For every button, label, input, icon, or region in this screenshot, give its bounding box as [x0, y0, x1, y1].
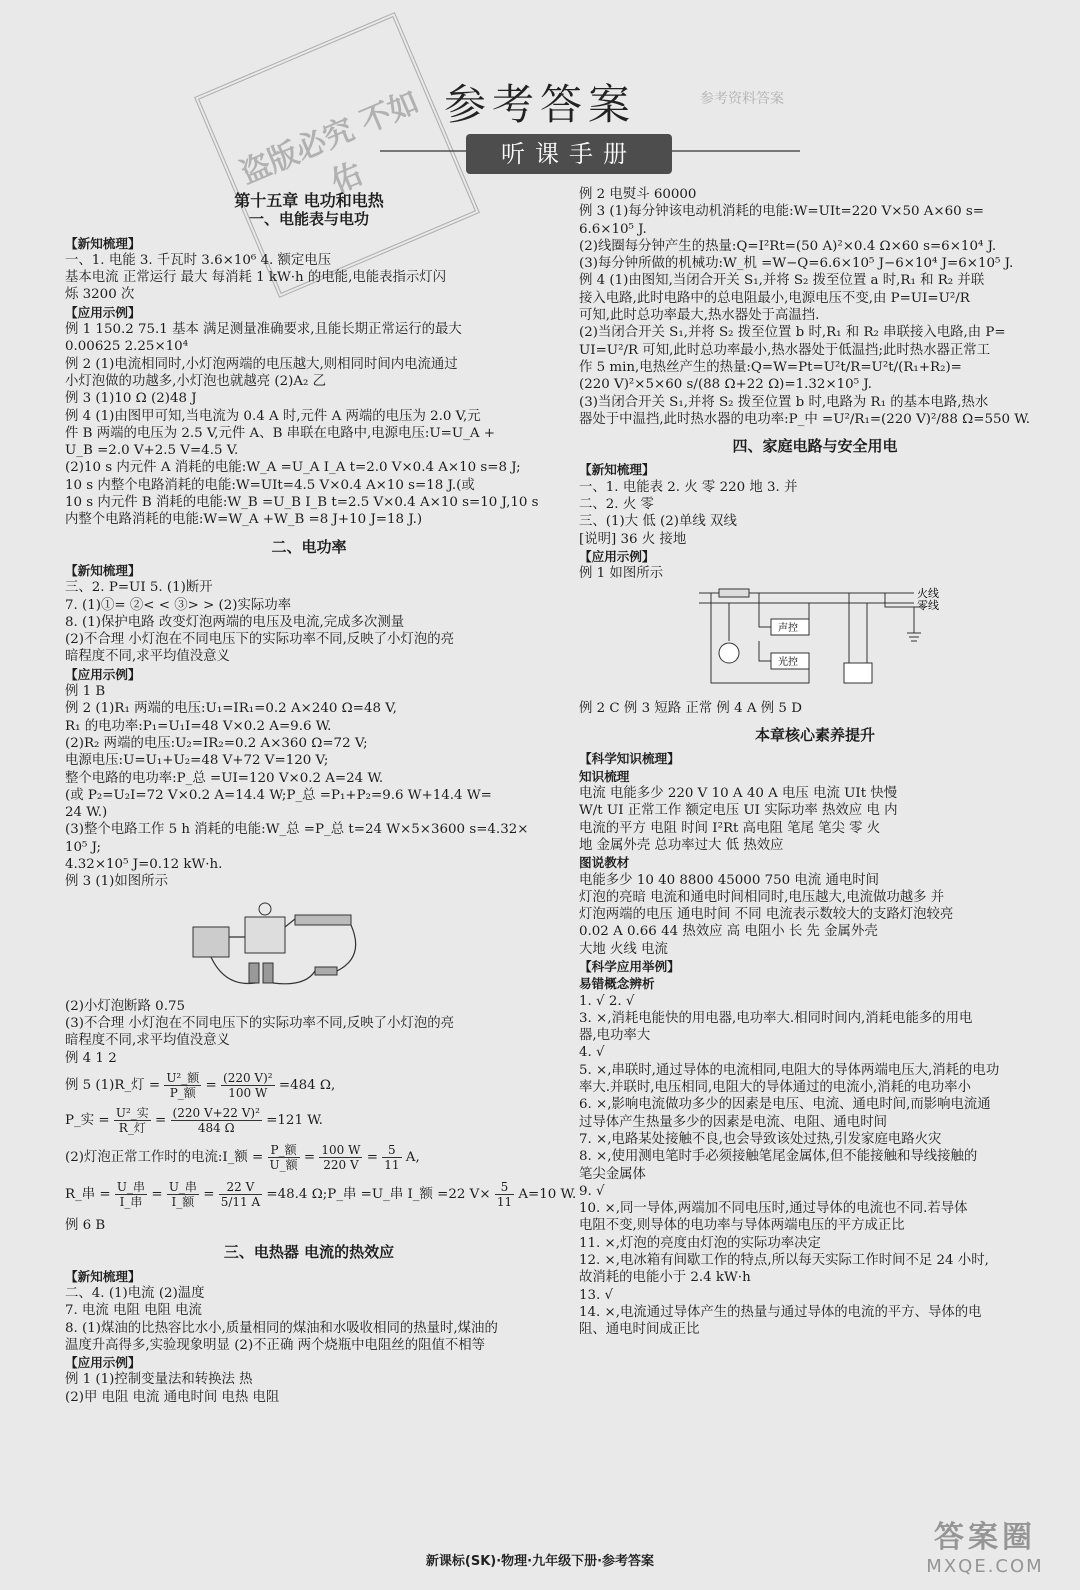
text-block	[65, 252, 553, 304]
text-line: 二、2. 火 零	[579, 497, 654, 513]
text-line: 基本电流 正常运行 最大 每消耗 1 kW·h 的电能,电能表指示灯闪	[65, 270, 447, 286]
fraction: $\frac{\text{P\_额}}{\text{U\_额}}$	[269, 1143, 298, 1173]
battery-icon	[263, 963, 273, 983]
text-block	[579, 700, 1051, 717]
text-block	[65, 998, 553, 1067]
text-line: 7. (1)①= ②< < ③> > (2)实际功率	[65, 597, 292, 613]
formula-line: P_实 = $\frac{\text{U²\_实}}{\text{R\_灯}}$ = $\frac{\text{(220 V+22 V)²}}{484 \Omega}$ =121 W.	[65, 1106, 323, 1136]
svg-text:声控: 声控	[778, 622, 798, 634]
text-line: 4. √	[579, 1045, 605, 1061]
text-line: 笔尖金属体	[579, 1166, 646, 1182]
formula-line: 例 5 (1)R_灯 = $\frac{\text{U²\_额}}{\text{P\_额}}$ = $\frac{\text{(220 V)²}}{100 W}$ =484 Ω,	[65, 1071, 336, 1101]
section-tag: 【新知梳理】	[65, 235, 141, 251]
section-tag: 【科学应用举例】	[579, 958, 680, 974]
watermark-url: MXQE.COM	[926, 1556, 1044, 1577]
text-line: 内整个电路消耗的电能:W=W_A +W_B =8 J+10 J=18 J.)	[65, 512, 423, 528]
text-line: (3)整个电路工作 5 h 消耗的电能:W_总 =P_总 t=24 W×5×3600 s=4.32×	[65, 822, 529, 838]
formula-line: R_串 = $\frac{\text{U\_串}}{\text{I\_串}}$ = $\frac{\text{U\_串}}{\text{I\_额}}$ = $\frac{22 V}{5/11 A}$ =48.4 Ω;P_串 =U_串 I_额 =22 V× $\frac{5}{11}$ A=10 W.	[65, 1180, 577, 1210]
lamp-icon	[719, 643, 739, 663]
text-line: 14. ×,电流通过导体产生的热量与通过导体的电流的平方、导体的电	[579, 1304, 982, 1320]
svg-text:光控: 光控	[778, 656, 798, 668]
text-line: 阻、通电时间成正比	[579, 1322, 700, 1338]
section-tag: 【新知梳理】	[579, 462, 655, 478]
text-line: 8. ×,使用测电笔时手必须接触笔尾金属体,但不能接触和导线接触的	[579, 1149, 978, 1165]
subsection-title: 图说教材	[579, 855, 630, 871]
text-line: 8. (1)煤油的比热容比水小,质量相同的煤油和水吸收相同的热量时,煤油的	[65, 1320, 498, 1336]
text-line: (220 V)²×5×60 s/(88 Ω+22 Ω)=1.32×10⁵ J.	[579, 377, 872, 393]
battery-icon	[249, 963, 259, 983]
text-line: 例 3 (1)如图所示	[65, 874, 168, 890]
circuit-figure	[185, 897, 553, 994]
section-tag: 【新知梳理】	[65, 562, 141, 578]
right-column	[579, 186, 1051, 1339]
text-line: 7. 电流 电阻 电阻 电流	[65, 1303, 202, 1319]
bleed-through-text: 参考资料答案	[700, 91, 784, 107]
text-line: 电源电压:U=U₁+U₂=48 V+72 V=120 V;	[65, 753, 329, 769]
section-title: 四、家庭电路与安全用电	[732, 437, 898, 456]
text-block	[65, 1285, 553, 1354]
text-line: (2)当闭合开关 S₁,并将 S₂ 拨至位置 b 时,R₁ 和 R₂ 串联接入电路,由 P=	[579, 325, 1006, 341]
text-line: 灯泡两端的电压 通电时间 不同 电流表示数较大的支路灯泡较亮	[579, 907, 954, 923]
text-line: 0.02 A 0.66 44 热效应 高 电阻小 长 先 金属外壳	[579, 924, 878, 940]
text-line: 10 s 内整个电路消耗的电能:W=UIt=4.5 V×0.4 A×10 s=18 J.(或	[65, 477, 475, 493]
formula-line: (2)灯泡正常工作时的电流:I_额 = $\frac{\text{P\_额}}{\text{U\_额}}$ = $\frac{100 W}{220 V}$ = $\frac{5}{11}$ A,	[65, 1143, 420, 1173]
text-line: 4.32×10⁵ J=0.12 kW·h.	[65, 856, 223, 872]
site-watermark	[900, 1512, 1070, 1586]
text-block	[65, 579, 553, 665]
text-line: (2)10 s 内元件 A 消耗的电能:W_A =U_A I_A t=2.0 V×0.4 A×10 s=8 J;	[65, 460, 521, 476]
text-line: 三、2. P=UI 5. (1)断开	[65, 580, 213, 596]
page-subtitle: 听课手册	[466, 134, 672, 174]
fraction: $\frac{\text{U\_串}}{\text{I\_串}}$	[116, 1180, 146, 1210]
text-line: (2)小灯泡断路 0.75	[65, 998, 185, 1014]
text-line: 5. ×,串联时,通过导体的电流相同,电阻大的导体两端电压大,消耗的电功	[579, 1062, 1000, 1078]
text-line: (2)甲 电阻 电流 通电时间 电热 电阻	[65, 1389, 280, 1405]
text-line: (3)当闭合开关 S₁,并将 S₂ 拨至位置 b 时,电路为 R₁ 的基本电路,热水	[579, 394, 989, 410]
text-line: R₁ 的电功率:P₁=U₁I=48 V×0.2 A=9.6 W.	[65, 718, 332, 734]
text-line: 件 B 两端的电压为 2.5 V,元件 A、B 串联在电路中,电源电压:U=U_A +	[65, 425, 495, 441]
stamp-seal: 盗版必究 不如佑	[194, 12, 480, 298]
fraction: $\frac{5}{11}$	[496, 1180, 513, 1210]
circuit-drawing	[185, 897, 375, 989]
text-line: 接入电路,此时电路中的总电阻最小,电源电压不变,由 P=UI=U²/R	[579, 290, 970, 306]
section-tag: 【科学知识梳理】	[579, 751, 680, 767]
text-line: (3)每分钟所做的机械功:W_机 =W−Q=6.6×10⁵ J−6×10⁴ J=6×10⁵ J.	[579, 256, 1014, 272]
fraction: $\frac{22 V}{5/11 A}$	[220, 1180, 261, 1210]
text-line: 13. √	[579, 1287, 614, 1303]
text-line: 9. √	[579, 1183, 605, 1199]
fraction: $\frac{\text{(220 V)²}}{100 W}$	[223, 1071, 273, 1101]
section-title: 本章核心素养提升	[754, 726, 875, 745]
text-block	[579, 993, 1051, 1339]
fraction: $\frac{5}{11}$	[384, 1143, 400, 1173]
text-line: 整个电路的电功率:P_总 =UI=120 V×0.2 A=24 W.	[65, 770, 384, 786]
left-column	[65, 186, 577, 1406]
text-line: 例 2 (1)R₁ 两端的电压:U₁=IR₁=0.2 A×240 Ω=48 V,	[65, 701, 397, 717]
text-line: [说明] 36 火 接地	[579, 531, 687, 547]
text-line: 例 3 (1)每分钟该电动机消耗的电能:W=UIt=220 V×50 A×60 s=	[579, 204, 985, 220]
text-line: 12. ×,电冰箱有间歇工作的特点,所以每天实际工作时间不足 24 小时,	[579, 1253, 989, 1269]
page-title: 参考答案	[443, 80, 636, 129]
subsection-title: 知识梳理	[579, 768, 630, 784]
text-line: 11. ×,灯泡的亮度由灯泡的实际功率决定	[579, 1235, 821, 1251]
text-line: W/t UI 正常工作 额定电压 UI 实际功率 热效应 电 内	[579, 803, 898, 819]
text-line: 例 1 (1)控制变量法和转换法 热	[65, 1372, 253, 1388]
text-line: 率大.并联时,电压相同,电阻大的导体通过的电流小,消耗的电功率小	[579, 1080, 971, 1096]
text-block	[579, 479, 1051, 548]
text-line: 0.00625 2.25×10⁴	[65, 339, 189, 355]
text-line: 10. ×,同一导体,两端加不同电压时,通过导体的电流也不同.若导体	[579, 1201, 968, 1217]
socket-icon	[844, 663, 872, 683]
text-line: 例 3 (1)10 Ω (2)48 J	[65, 391, 197, 407]
live-wire-label: 火线	[917, 586, 939, 600]
text-line: 1. √ 2. √	[579, 993, 635, 1009]
text-line: 24 W.)	[65, 805, 108, 821]
text-block	[65, 321, 553, 529]
text-line: 7. ×,电路某处接触不良,也会导致该处过热,引发家庭电路火灾	[579, 1131, 942, 1147]
text-line: 过导体产生热量多少的因素是电流、电阻、通电时间	[579, 1114, 887, 1130]
section-title: 一、电能表与电功	[248, 210, 369, 229]
section-tag: 【应用示例】	[579, 548, 655, 564]
text-block	[579, 872, 1051, 958]
text-line: 例 1 如图所示	[579, 566, 663, 582]
text-block	[579, 565, 1051, 582]
bulb-icon	[259, 903, 271, 915]
text-line: 三、(1)大 低 (2)单线 双线	[579, 514, 737, 530]
text-line: 烁 3200 次	[65, 287, 135, 303]
text-line: 10⁵ J;	[65, 839, 102, 855]
text-line: 暗程度不同,求平均值没意义	[65, 649, 230, 665]
text-block	[579, 785, 1051, 854]
text-line: (2)线圈每分钟产生的热量:Q=I²Rt=(50 A)²×0.4 Ω×60 s=6×10⁴ J.	[579, 238, 997, 254]
text-line: 例 2 C 例 3 短路 正常 例 4 A 例 5 D	[579, 700, 802, 716]
text-line: 6. ×,影响电流做功多少的因素是电压、电流、通电时间,而影响电流通	[579, 1097, 991, 1113]
text-line: 例 4 (1)由图甲可知,当电流为 0.4 A 时,元件 A 两端的电压为 2.0 V,元	[65, 408, 481, 424]
text-line: 小灯泡做的功越多,小灯泡也就越亮 (2)A₂ 乙	[65, 373, 327, 389]
text-line: 6.6×10⁵ J.	[579, 221, 647, 237]
fuse-icon	[719, 589, 749, 597]
section-title: 二、电功率	[271, 537, 347, 556]
text-line: 作 5 min,电热丝产生的热量:Q=W=Pt=U²t/R=U²t/(R₁+R₂)=	[579, 359, 962, 375]
rheostat-icon	[295, 915, 351, 925]
neutral-wire-label: 零线	[917, 598, 939, 612]
text-line: 灯泡的亮暗 电流和通电时间相同时,电压越大,电流做功越多 并	[579, 889, 945, 905]
text-line: 电流的平方 电阻 时间 I²Rt 高电阻 笔尾 笔尖 零 火	[579, 820, 881, 836]
text-line: (2)R₂ 两端的电压:U₂=IR₂=0.2 A×360 Ω=72 V;	[65, 735, 368, 751]
section-title: 三、电热器 电流的热效应	[223, 1243, 395, 1262]
page-footer: 新课标(SK)·物理·九年级下册·参考答案	[425, 1554, 655, 1569]
text-line: 例 1 B	[65, 684, 106, 700]
text-block	[65, 683, 553, 891]
fraction: $\frac{\text{(220 V+22 V)²}}{484 \Omega}$	[172, 1106, 260, 1136]
section-tag: 【新知梳理】	[65, 1268, 141, 1284]
fraction: $\frac{100 W}{220 V}$	[321, 1143, 361, 1173]
text-line: 一、1. 电能 3. 千瓦时 3.6×10⁶ 4. 额定电压	[65, 252, 332, 268]
text-line: 例 2 (1)电流相同时,小灯泡两端的电压越大,则相同时间内电流通过	[65, 356, 458, 372]
chapter-title: 第十五章 电功和电热	[234, 191, 384, 210]
text-line: 电能多少 10 40 8800 45000 750 电流 通电时间	[579, 872, 880, 888]
text-line: U_B =2.0 V+2.5 V=4.5 V.	[65, 443, 239, 459]
section-tag: 【应用示例】	[65, 304, 141, 320]
text-line: 故消耗的电能小于 2.4 kW·h	[579, 1270, 751, 1286]
text-line: 温度升高得多,实验现象明显 (2)不正确 两个烧瓶中电阻丝的阻值不相等	[65, 1337, 486, 1353]
ground-icon	[907, 607, 921, 641]
text-line: 器处于中温挡,此时热水器的电功率:P_中 =U²/R₁=(220 V)²/88 Ω=550 W.	[579, 411, 1030, 427]
subsection-title: 易错概念辨析	[579, 976, 655, 992]
meter-icon	[193, 927, 229, 957]
text-line: 例 2 电熨斗 60000	[579, 187, 697, 202]
wiring-figure	[689, 587, 1051, 696]
text-line: (或 P₂=U₂I=72 V×0.2 A=14.4 W;P_总 =P₁+P₂=9.6 W+14.4 W=	[65, 787, 492, 803]
switch-icon	[315, 967, 337, 975]
text-line: UI=U²/R 可知,此时总功率最小,热水器处于低温挡;此时热水器正常工	[579, 342, 991, 358]
text-line: 地 金属外壳 总功率过大 低 热效应	[579, 837, 784, 853]
text-line: 10 s 内元件 B 消耗的电能:W_B =U_B I_B t=2.5 V×0.4 A×10 s=10 J,10 s	[65, 495, 539, 511]
text-block	[65, 1371, 553, 1406]
fraction: $\frac{\text{U²\_额}}{\text{P\_额}}$	[166, 1071, 200, 1101]
section-tag: 【应用示例】	[65, 1355, 141, 1371]
text-line: 可知,此时总功率最大,热水器处于高温挡.	[579, 308, 820, 324]
text-line: 3. ×,消耗电能快的用电器,电功率大.相同时间内,消耗电能多的用电	[579, 1010, 973, 1026]
text-block	[579, 186, 1051, 428]
text-line: (3)不合理 小灯泡在不同电压下的实际功率不同,反映了小灯泡的亮	[65, 1016, 455, 1032]
text-line: 一、1. 电能表 2. 火 零 220 地 3. 并	[579, 479, 798, 495]
text-line: 例 4 (1)由图知,当闭合开关 S₁,并将 S₂ 拨至位置 a 时,R₁ 和 R₂ 并联	[579, 273, 985, 289]
text-line: 例 6 B	[65, 1218, 106, 1234]
text-line: 器,电功率大	[579, 1028, 651, 1044]
fraction: $\frac{\text{U²\_实}}{\text{R\_灯}}$	[115, 1106, 149, 1136]
text-line: 二、4. (1)电流 (2)温度	[65, 1285, 205, 1301]
fraction: $\frac{\text{U\_串}}{\text{I\_额}}$	[168, 1180, 197, 1210]
wiring-drawing	[689, 587, 949, 691]
watermark-logo: 答案圈	[934, 1520, 1036, 1555]
text-line: 例 1 150.2 75.1 基本 满足测量准确要求,且能长期正常运行的最大	[65, 322, 462, 338]
text-line: 电流 电能多少 220 V 10 A 40 A 电压 电流 UIt 快慢	[579, 786, 898, 802]
meter-icon	[245, 917, 285, 953]
text-line: (2)不合理 小灯泡在不同电压下的实际功率不同,反映了小灯泡的亮	[65, 632, 455, 648]
text-line: 大地 火线 电流	[579, 941, 668, 957]
text-line: 例 4 1 2	[65, 1050, 117, 1066]
text-line: 暗程度不同,求平均值没意义	[65, 1033, 230, 1049]
section-tag: 【应用示例】	[65, 666, 141, 682]
text-line: 电阻不变,则导体的电功率与导体两端电压的平方成正比	[579, 1218, 905, 1234]
text-line: 8. (1)保护电路 改变灯泡两端的电压及电流,完成多次测量	[65, 614, 405, 630]
